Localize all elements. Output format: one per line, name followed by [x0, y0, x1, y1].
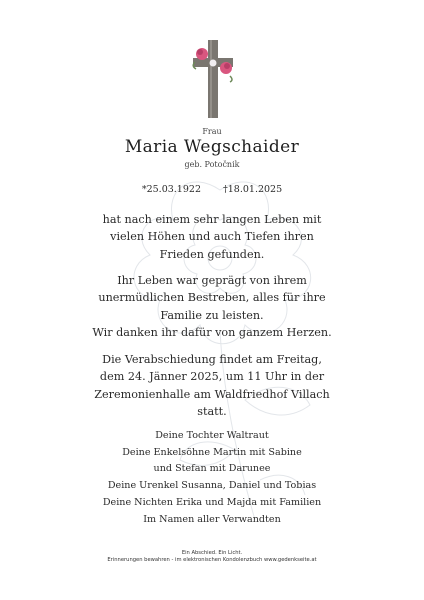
deceased-name: Maria Wegschaider	[124, 137, 300, 157]
text-line: Ihr Leben war geprägt von ihrem	[117, 274, 307, 287]
paragraph-service-info	[0, 351, 424, 420]
mourners-list	[0, 428, 424, 528]
cross-with-roses-icon	[190, 38, 236, 120]
mourner-line: Deine Enkelsöhne Martin mit Sabine	[122, 446, 302, 458]
footer-condolence-note: Erinnerungen bewahren - im elektronischen Kondolenzbuch www.gedenkseite.at	[107, 557, 317, 564]
birth-date: *25.03.1922	[141, 184, 201, 195]
maiden-name: geb. Potočnik	[184, 160, 240, 169]
life-dates	[0, 184, 424, 195]
mourner-line: und Stefan mit Darunee	[153, 463, 271, 475]
mourner-line: Deine Nichten Erika und Majda mit Familien	[102, 496, 322, 508]
death-date: †18.01.2025	[223, 184, 283, 195]
salutation: Frau	[202, 127, 222, 136]
text-line: Frieden gefunden.	[159, 247, 265, 261]
text-line: dem 24. Jänner 2025, um 11 Uhr in der	[99, 370, 325, 384]
mourner-line: Deine Tochter Waltraut	[155, 430, 269, 441]
text-line: unermüdlichen Bestreben, alles für ihre	[98, 291, 326, 305]
mourner-line: Im Namen aller Verwandten	[143, 513, 281, 525]
text-line: Wir danken ihr dafür von ganzem Herzen.	[92, 325, 332, 339]
text-line: Zeremonienhalle am Waldfriedhof Villach	[94, 387, 330, 401]
text-line: statt.	[197, 404, 227, 418]
footer	[0, 550, 424, 565]
text-line: vielen Höhen und auch Tiefen ihren	[110, 230, 314, 244]
text-line: Familie zu leisten.	[160, 308, 264, 322]
footer-tagline: Ein Abschied. Ein Licht.	[181, 550, 243, 556]
paragraph-farewell	[0, 211, 424, 263]
mourner-line: Deine Urenkel Susanna, Daniel und Tobias	[107, 480, 317, 492]
text-line: Die Verabschiedung findet am Freitag,	[102, 353, 322, 366]
paragraph-life	[0, 272, 424, 341]
text-line: hat nach einem sehr langen Leben mit	[102, 213, 322, 226]
